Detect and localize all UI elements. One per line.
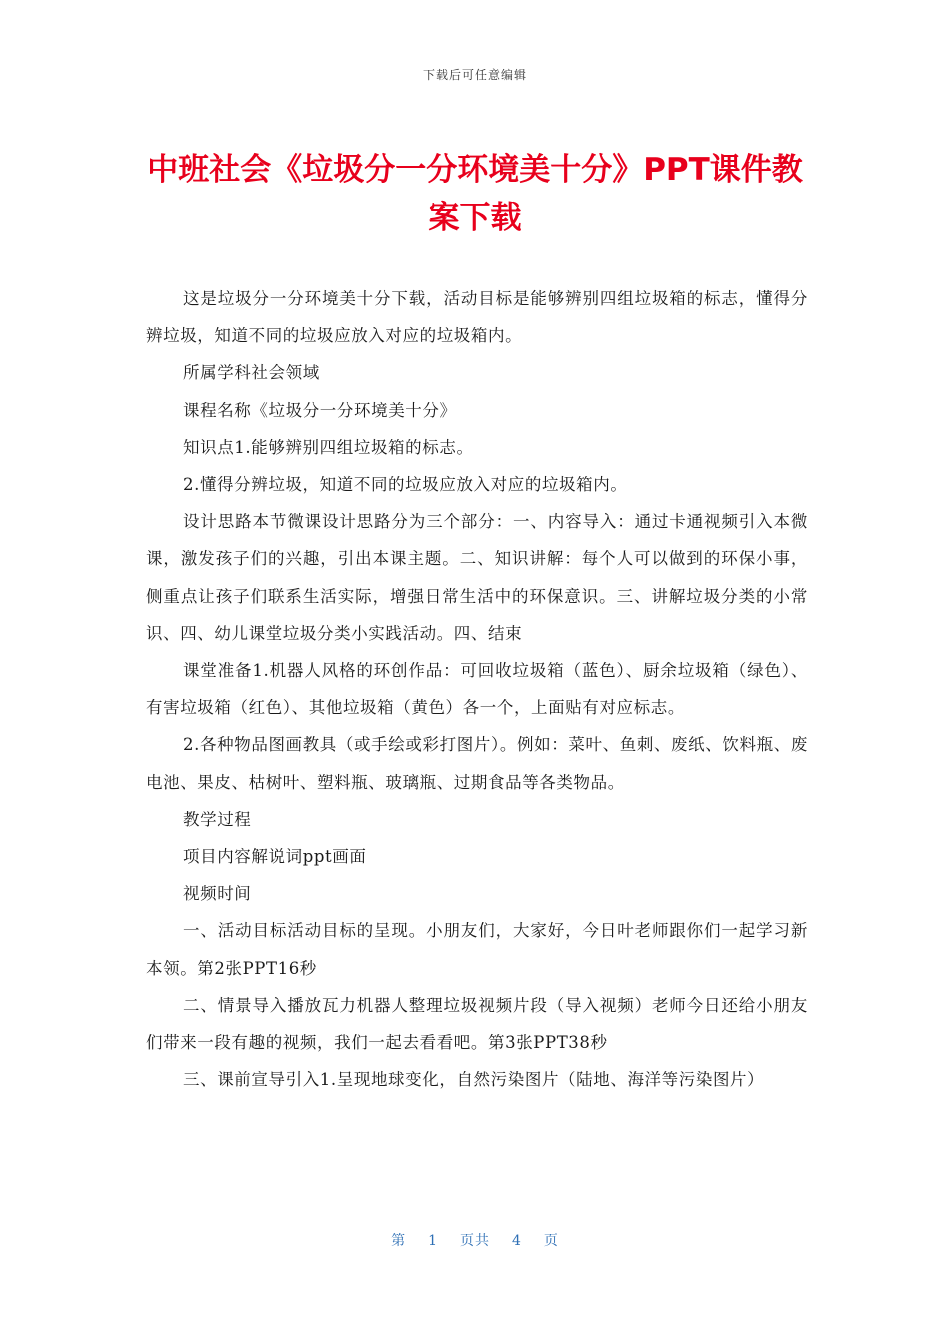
paragraph: 三、课前宣导引入1.呈现地球变化，自然污染图片（陆地、海洋等污染图片） [183,1070,765,1090]
paragraph: 所属学科社会领域 [183,363,320,383]
paragraph: 二、情景导入播放瓦力机器人整理垃圾视频片段（导入视频）老师今日还给小朋友们带来一段有趣的视频，我们一起去看看吧。第3张PPT38秒 [146,995,808,1053]
paragraph: 视频时间 [183,884,252,904]
paragraph: 项目内容解说词ppt画面 [183,847,367,867]
footer-page-suffix: 页 [543,1233,559,1249]
paragraph: 2.懂得分辨垃圾，知道不同的垃圾应放入对应的垃圾箱内。 [183,475,628,495]
footer-page-number: 1 [428,1233,438,1249]
paragraph: 教学过程 [183,809,252,829]
paragraph: 一、活动目标活动目标的呈现。小朋友们，大家好，今日叶老师跟你们一起学习新本领。第2张PPT16秒 [146,921,808,978]
header-note: 下载后可任意编辑 [422,68,527,82]
paragraph: 课程名称《垃圾分一分环境美十分》 [183,400,457,420]
document-title: 中班社会《垃圾分一分环境美十分》PPT课件教案下载 [147,152,803,236]
paragraph: 设计思路本节微课设计思路分为三个部分：一、内容导入：通过卡通视频引入本微课，激发孩子们的兴趣，引出本课主题。二、知识讲解：每个人可以做到的环保小事，侧重点让孩子们联系生活实际，增强日常生活中的环保意识。三、讲解垃圾分类的小常识、四、幼儿课堂垃圾分类小实践活动。四、结束 [146,512,808,643]
footer-page-middle: 页共 [460,1233,490,1249]
paragraph: 2.各种物品图画教具（或手绘或彩打图片）。例如：菜叶、鱼刺、废纸、饮料瓶、废电池、果皮、枯树叶、塑料瓶、玻璃瓶、过期食品等各类物品。 [146,735,808,792]
document-body [146,280,808,1098]
paragraph: 课堂准备1.机器人风格的环创作品：可回收垃圾箱（蓝色）、厨余垃圾箱（绿色）、有害垃圾箱（红色）、其他垃圾箱（黄色）各一个，上面贴有对应标志。 [146,661,808,718]
paragraph: 知识点1.能够辨别四组垃圾箱的标志。 [183,437,474,457]
footer-page-total: 4 [512,1233,522,1249]
page-footer [0,1230,950,1250]
paragraph: 这是垃圾分一分环境美十分下载，活动目标是能够辨别四组垃圾箱的标志，懂得分辨垃圾，知道不同的垃圾应放入对应的垃圾箱内。 [146,289,808,346]
footer-page-prefix: 第 [391,1233,407,1249]
